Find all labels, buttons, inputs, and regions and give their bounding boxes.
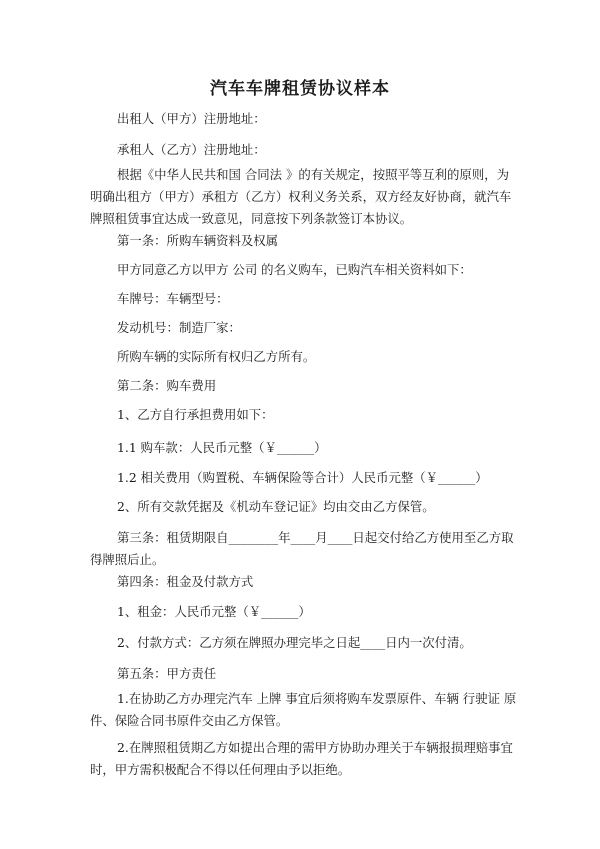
- engine-maker-line: 发动机号：制造厂家：: [117, 320, 241, 335]
- article-1-intro: 甲方同意乙方以甲方 公司 的名义购车，已购汽车相关资料如下：: [117, 262, 472, 277]
- lessor-duty-1: 1.在协助乙方办理完汽车 上牌 事宜后须将购车发票原件、车辆 行驶证 原件、保险合同书原件交由乙方保管。: [90, 691, 517, 728]
- document-title: 汽车车牌租赁协议样本: [210, 79, 390, 99]
- payment-method-line: 2、付款方式：乙方须在牌照办理完毕之日起____日内一次付清。: [117, 635, 472, 650]
- lessor-address: 出租人（甲方）注册地址：: [117, 111, 266, 126]
- article-3-paragraph: 第三条：租赁期限自________年____月____日起交付给乙方使用至乙方取得牌照后止。: [90, 530, 514, 567]
- rent-line: 1、租金：人民币元整（￥______）: [117, 604, 311, 619]
- lessee-address: 承租人（乙方）注册地址：: [117, 142, 266, 157]
- fees-intro: 1、乙方自行承担费用如下：: [117, 407, 274, 422]
- preamble-paragraph: 根据《中华人民共和国 合同法 》的有关规定，按照平等互利的原则，为明确出租方（甲方）承租方（乙方）权利义务关系，双方经友好协商，就汽车牌照租赁事宜达成一致意见，同意按下列条款签订本协议。: [90, 167, 512, 226]
- lessor-duty-2: 2.在牌照租赁期乙方如提出合理的需甲方协助办理关于车辆报损理赔事宜时，甲方需积极配合不得以任何理由予以拒绝。: [90, 740, 513, 777]
- ownership-line: 所购车辆的实际所有权归乙方所有。: [117, 349, 316, 364]
- plate-model-line: 车牌号：车辆型号：: [117, 291, 229, 306]
- related-fees-line: 1.2 相关费用（购置税、车辆保险等合计）人民币元整（￥______）: [117, 470, 488, 485]
- purchase-price-line: 1.1 购车款：人民币元整（￥______）: [117, 440, 327, 455]
- article-1-heading: 第一条：所购车辆资料及权属: [117, 233, 279, 248]
- article-2-heading: 第二条：购车费用: [117, 378, 217, 393]
- article-4-heading: 第四条：租金及付款方式: [117, 574, 254, 589]
- article-5-heading: 第五条：甲方责任: [117, 666, 217, 681]
- receipts-line: 2、所有交款凭据及《机动车登记证》均由交由乙方保管。: [117, 499, 435, 514]
